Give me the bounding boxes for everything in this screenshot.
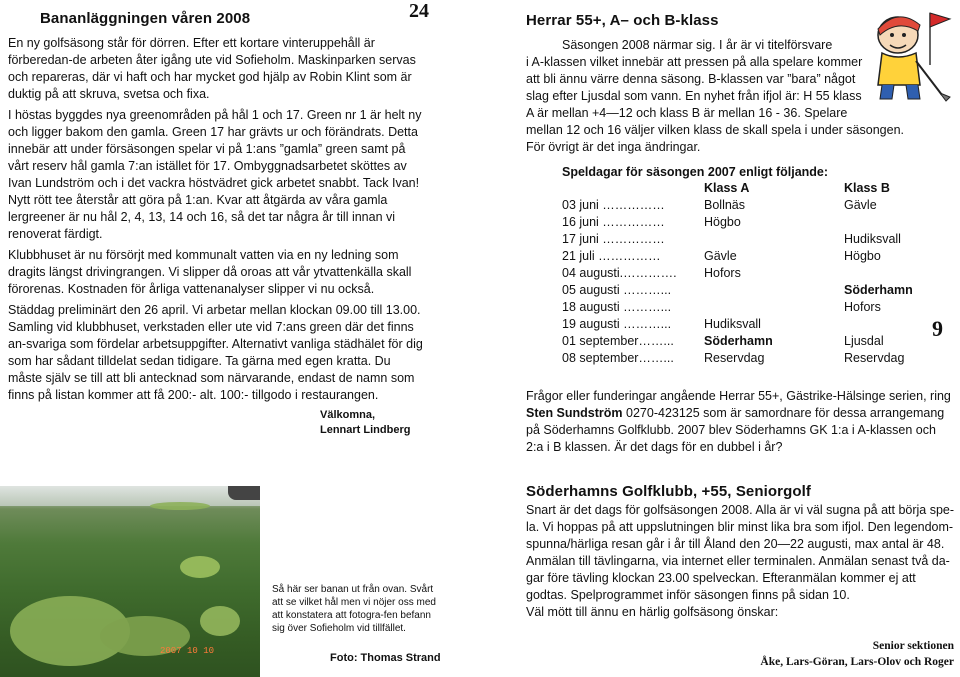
article-title: Bananläggningen våren 2008 [40, 10, 251, 27]
schedule-class-a: Gävle [704, 249, 737, 263]
schedule-date: 08 september……... [562, 351, 674, 365]
photo-date-stamp: 2007 10 10 [160, 646, 215, 656]
right-column [526, 12, 956, 621]
golf-closing: Väl mött till ännu en härlig golfsäsong önskar: [526, 605, 779, 619]
table-row [562, 232, 913, 249]
paragraph: Städdag preliminärt den 26 april. Vi arbetar mellan klockan 09.00 till 13.00. Samling vid klubbhuset, verkstaden eller ute vid 7:ans green där det finns an-svariga som fördelar arbetsuppgifter. Alternativt vanliga städhälet för dig som har sådant tilldelat sedan tidigare. Ta gärna med egen kratta. Du måste själv se till att bli antecknad som närvarande, endast de namn som finns på listan kommer att få 200:- alt. 100:- tillgodo i restaurangen. [8, 303, 423, 402]
schedule-class-a: Högbo [704, 215, 741, 229]
schedule-class-b: Ljusdal [844, 334, 884, 348]
paragraph: En ny golfsäsong står för dörren. Efter ett kortare vinteruppehåll är förberedan-de arbeten åter igång ute vid Sofieholm. Maskinparken servas och repareras, där vi haft och har mycket god hjälp av Robin Klint som är duktig på att skruva, svetsa och fixa. [8, 36, 416, 101]
page-number-left: 24 [409, 0, 429, 22]
section-footer [760, 638, 954, 670]
schedule-class-a: Söderhamn [704, 334, 773, 348]
questions-paragraph [526, 388, 956, 456]
schedule-class-b [844, 266, 913, 283]
table-row [562, 249, 913, 266]
schedule-header-class-b: Klass B [844, 181, 890, 195]
intro-line: För övrigt är det inga ändringar. [526, 140, 701, 154]
schedule-class-a [704, 232, 844, 249]
footer-title: Senior sektionen [872, 640, 954, 652]
table-row [562, 266, 913, 283]
schedule-date: 04 augusti.…………. [562, 266, 677, 280]
schedule-date: 01 september……... [562, 334, 674, 348]
aerial-photo [0, 486, 260, 677]
questions-text: Frågor eller funderingar angående Herrar 55+, Gästrike-Hälsinge serien, ring [526, 389, 951, 403]
schedule-date: 05 augusti ………... [562, 283, 672, 297]
golf-section-body [526, 502, 956, 621]
paragraph: Klubbhuset är nu försörjt med kommunalt vatten via en ny ledning som dragits längst drivingrangen. Vi slipper då oroas att vår ytvattenkälla skall förorenas. Kostnaden för årliga vattenanalyser slipper vi nu också. [8, 248, 412, 296]
article-body [8, 35, 428, 404]
photo-credit: Foto: Thomas Strand [330, 652, 441, 664]
paragraph: I höstas byggdes nya greenområden på hål 1 och 17. Green nr 1 är helt ny och ligger bakom den gamla. Green 17 har grävts ur och förändrats. Detta innebär att under försäsongen spelar vi på 1:ans ”gamla” green samt på vårt reserv hål gamla 7:an istället för 17. Ombyggnadsarbetet sköttes av Ivan Lundström och i det vackra höstvädret gick arbetet snabbt. Tack Ivan! Nytt rött tee återstår att göra på 1:an. Kvar att åtgärda av våra gamla lergreener är nu hål 2, 4, 13, 14 och 16, så det tar några år till innan vi renoverat färdigt. [8, 108, 422, 241]
golf-section-title: Söderhamns Golfklubb, +55, Seniorgolf [526, 483, 811, 500]
schedule-title: Speldagar för säsongen 2007 enligt följande: [562, 165, 829, 179]
intro-line: slag efter Ljusdal som vann. En nyhet från ifjol är: H 55 klass [526, 89, 862, 103]
signoff [320, 408, 428, 438]
table-row [562, 300, 913, 317]
photo-fairway [200, 606, 240, 636]
golf-text: Snart är det dags för golfsäsongen 2008. Alla är vi väl sugna på att börja spe-la. Vi hoppas på att uppslutningen blir minst lika bra som ifjol. Den legendom-spunna/härliga resan går i år till Åland den 20—22 augusti, max antal är 48. Anmälan till tävlingarna, via internet eller terminalen. Anmälan senast två da-gar före tävling klockan 23.00 spelveckan. Efteranmälan kommer ej att godtas. Spelprogrammet inför säsongen finns på sidan 10. [526, 503, 955, 602]
left-column [8, 10, 428, 438]
senior-intro [526, 37, 956, 156]
schedule-class-b [844, 317, 913, 334]
intro-line: i A-klassen vilket innebär att pressen på alla spelare kommer [526, 55, 863, 69]
table-row [562, 334, 913, 351]
table-row [562, 215, 913, 232]
schedule-class-b: Söderhamn [844, 283, 913, 297]
schedule-class-b: Gävle [844, 198, 877, 212]
schedule-table [562, 181, 913, 368]
footer-names: Åke, Lars-Göran, Lars-Olov och Roger [760, 656, 954, 668]
contact-name: Sten Sundström [526, 406, 623, 420]
schedule-class-b: Reservdag [844, 351, 905, 365]
intro-line: Säsongen 2008 närmar sig. I år är vi titelförsvare [562, 38, 833, 52]
questions-text-continued: 0270-423125 som är samordnare för dessa arrangemang på Söderhamns Golfklubb. 2007 blev Söderhamns GK 1:a i A-klassen och 2:a i B klassen. Är det dags för en dubbel i år? [526, 406, 945, 454]
photo-fairway [150, 502, 210, 510]
schedule-class-b: Hudiksvall [844, 232, 901, 246]
intro-line: mellan 12 och 16 väljer vilken klass de skall spela i under säsongen. [526, 123, 904, 137]
schedule-class-a: Reservdag [704, 351, 765, 365]
senior-section-title: Herrar 55+, A– och B-klass [526, 12, 719, 29]
photo-fairway [180, 556, 220, 578]
schedule-class-b: Hofors [844, 300, 881, 314]
schedule-class-a: Bollnäs [704, 198, 745, 212]
photo-aircraft-wing [228, 486, 260, 500]
schedule-class-a [704, 300, 844, 317]
schedule-header-row [562, 181, 913, 198]
page-number-right: 9 [932, 316, 943, 341]
schedule-class-b: Högbo [844, 249, 881, 263]
schedule-date: 03 juni …………… [562, 198, 665, 212]
schedule-date: 19 augusti ………... [562, 317, 672, 331]
table-row [562, 283, 913, 300]
table-row [562, 351, 913, 368]
schedule-class-a: Hofors [704, 266, 741, 280]
intro-line: att bli ännu värre denna säsong. B-klassen var ”bara” något [526, 72, 856, 86]
schedule-date: 17 juni …………… [562, 232, 665, 246]
schedule-class-b [844, 215, 913, 232]
photo-caption: Så här ser banan ut från ovan. Svårt att se vilket hål men vi nöjer oss med att konstatera att fotogra-fen befann sig över Sofieholm vid tillfället. [272, 584, 436, 634]
signoff-greeting: Välkomna, [320, 409, 376, 421]
photo-sky [0, 486, 260, 506]
table-row [562, 198, 913, 215]
intro-line: A är mellan +4—12 och klass B är mellan 16 - 36. Spelare [526, 106, 848, 120]
signoff-author: Lennart Lindberg [320, 424, 411, 436]
schedule-date: 16 juni …………… [562, 215, 665, 229]
schedule-date: 21 juli …………… [562, 249, 661, 263]
schedule-date: 18 augusti ………... [562, 300, 672, 314]
table-row [562, 317, 913, 334]
schedule-header-class-a: Klass A [704, 181, 750, 195]
schedule-class-a [704, 283, 844, 300]
schedule-class-a: Hudiksvall [704, 317, 761, 331]
